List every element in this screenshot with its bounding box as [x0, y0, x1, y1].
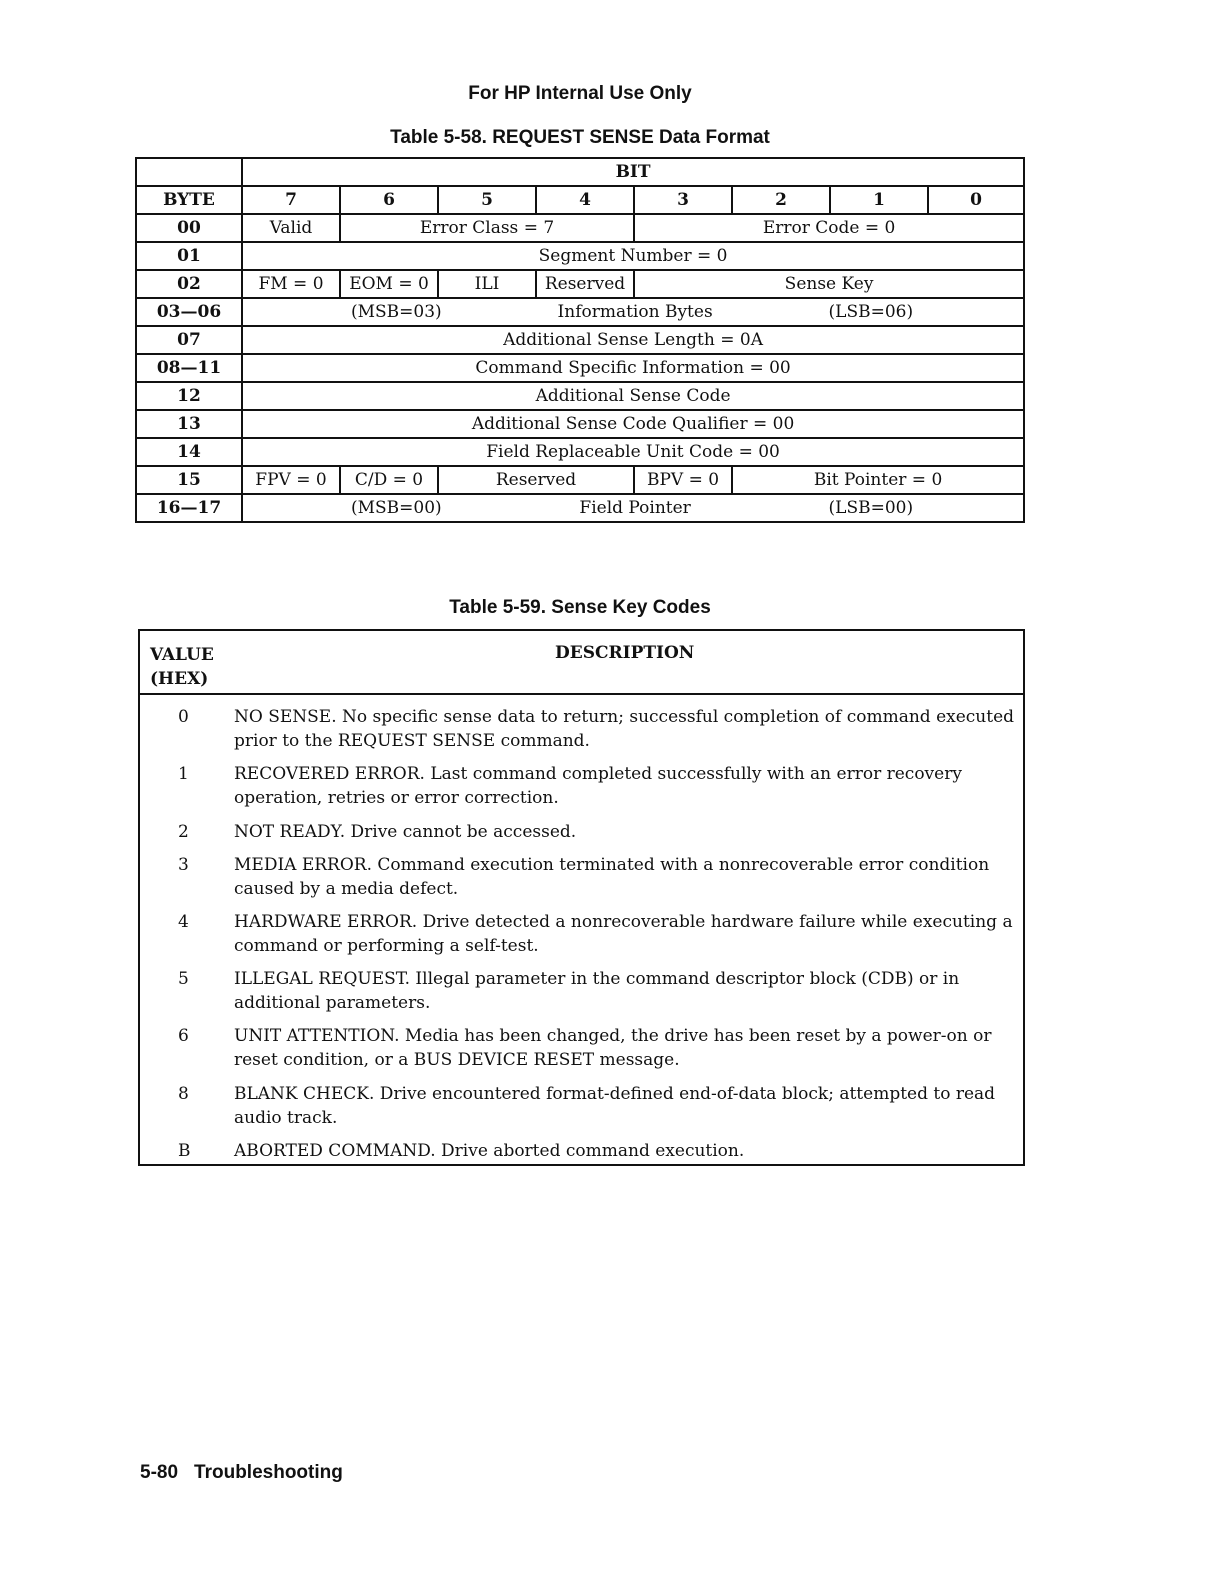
byte-number: 12 — [136, 382, 242, 410]
sense-key-codes-table — [138, 629, 1025, 1166]
table-row — [136, 354, 1024, 382]
byte-number: 07 — [136, 326, 242, 354]
table-row — [136, 214, 1024, 242]
msb-label: (MSB=03) — [351, 302, 442, 322]
sense-key-value: 5 — [178, 969, 189, 989]
sense-key-value: 1 — [178, 764, 189, 784]
sense-key-description: NO SENSE. No specific sense data to return; successful completion of command executed prior to the REQUEST SENSE command. — [234, 707, 1015, 751]
bit-number-row — [136, 186, 1024, 214]
byte-number: 13 — [136, 410, 242, 438]
fru-code-cell: Field Replaceable Unit Code = 00 — [242, 438, 1024, 466]
sense-key-description: HARDWARE ERROR. Drive detected a nonrecoverable hardware failure while executing a command or performing a self-test. — [234, 912, 1013, 956]
sense-key-description: RECOVERED ERROR. Last command completed successfully with an error recovery operation, retries or error correction. — [234, 764, 962, 808]
page-footer — [140, 1462, 343, 1484]
field-label: Field Pointer — [579, 498, 691, 518]
table-row — [136, 298, 1024, 326]
segment-number-cell: Segment Number = 0 — [242, 242, 1024, 270]
field-label: Information Bytes — [557, 302, 713, 322]
bit-header-row — [136, 158, 1024, 186]
table-58-title: Table 5-58. REQUEST SENSE Data Format — [390, 127, 770, 148]
request-sense-table — [135, 157, 1025, 523]
table-row — [136, 270, 1024, 298]
table-header — [140, 631, 1023, 695]
error-class-cell: Error Class = 7 — [340, 214, 634, 242]
table-row — [136, 438, 1024, 466]
fpv-cell: FPV = 0 — [242, 466, 340, 494]
byte-number: 08—11 — [136, 354, 242, 382]
cd-cell: C/D = 0 — [340, 466, 438, 494]
bit-1: 1 — [830, 186, 928, 214]
bit-6: 6 — [340, 186, 438, 214]
field-pointer-cell — [242, 494, 1024, 522]
msb-label: (MSB=00) — [351, 498, 442, 518]
bit-label: BIT — [242, 158, 1024, 186]
sense-key-cell: Sense Key — [634, 270, 1024, 298]
byte-number: 02 — [136, 270, 242, 298]
sense-key-description: BLANK CHECK. Drive encountered format-defined end-of-data block; attempted to read audio track. — [234, 1084, 996, 1128]
fm-cell: FM = 0 — [242, 270, 340, 298]
internal-use-header: For HP Internal Use Only — [468, 83, 692, 104]
byte-number: 00 — [136, 214, 242, 242]
section-name: Troubleshooting — [194, 1462, 343, 1483]
bit-2: 2 — [732, 186, 830, 214]
additional-sense-length-cell: Additional Sense Length = 0A — [242, 326, 1024, 354]
sense-key-description: UNIT ATTENTION. Media has been changed, the drive has been reset by a power-on or reset condition, or a BUS DEVICE RESET message. — [234, 1026, 992, 1070]
value-column-header — [150, 643, 214, 691]
sense-key-value: 6 — [178, 1026, 189, 1046]
ili-cell: ILI — [438, 270, 536, 298]
information-bytes-cell — [242, 298, 1024, 326]
valid-cell: Valid — [242, 214, 340, 242]
byte-number: 15 — [136, 466, 242, 494]
additional-sense-code-cell: Additional Sense Code — [242, 382, 1024, 410]
table-row — [136, 410, 1024, 438]
sense-key-value: 8 — [178, 1084, 189, 1104]
bit-pointer-cell: Bit Pointer = 0 — [732, 466, 1024, 494]
reserved-cell: Reserved — [438, 466, 634, 494]
bpv-cell: BPV = 0 — [634, 466, 732, 494]
lsb-label: (LSB=06) — [828, 302, 914, 322]
byte-number: 01 — [136, 242, 242, 270]
byte-number: 03—06 — [136, 298, 242, 326]
table-row — [136, 242, 1024, 270]
sense-key-value: 4 — [178, 912, 189, 932]
value-header-line-2: (HEX) — [150, 669, 209, 689]
sense-key-description: ILLEGAL REQUEST. Illegal parameter in the command descriptor block (CDB) or in additional parameters. — [234, 969, 960, 1013]
table-59-title: Table 5-59. Sense Key Codes — [449, 597, 711, 618]
eom-cell: EOM = 0 — [340, 270, 438, 298]
sense-key-value: 3 — [178, 855, 189, 875]
sense-code-qualifier-cell: Additional Sense Code Qualifier = 00 — [242, 410, 1024, 438]
sense-key-description: NOT READY. Drive cannot be accessed. — [234, 822, 577, 842]
command-specific-info-cell: Command Specific Information = 00 — [242, 354, 1024, 382]
page-number: 5-80 — [140, 1462, 179, 1483]
bit-5: 5 — [438, 186, 536, 214]
bit-7: 7 — [242, 186, 340, 214]
reserved-cell: Reserved — [536, 270, 634, 298]
bit-3: 3 — [634, 186, 732, 214]
byte-number: 16—17 — [136, 494, 242, 522]
description-column-header: DESCRIPTION — [555, 643, 695, 663]
byte-label: BYTE — [136, 186, 242, 214]
sense-key-description: ABORTED COMMAND. Drive aborted command execution. — [234, 1141, 745, 1161]
sense-key-description: MEDIA ERROR. Command execution terminated with a nonrecoverable error condition caused by a media defect. — [234, 855, 990, 899]
bit-0: 0 — [928, 186, 1024, 214]
table-row — [136, 494, 1024, 522]
sense-key-value: 0 — [178, 707, 189, 727]
table-row — [136, 382, 1024, 410]
sense-key-value: B — [178, 1141, 191, 1161]
value-header-line-1: VALUE — [150, 645, 214, 665]
lsb-label: (LSB=00) — [828, 498, 914, 518]
table-row — [136, 326, 1024, 354]
error-code-cell: Error Code = 0 — [634, 214, 1024, 242]
sense-key-value: 2 — [178, 822, 189, 842]
table-row — [136, 466, 1024, 494]
bit-4: 4 — [536, 186, 634, 214]
byte-number: 14 — [136, 438, 242, 466]
